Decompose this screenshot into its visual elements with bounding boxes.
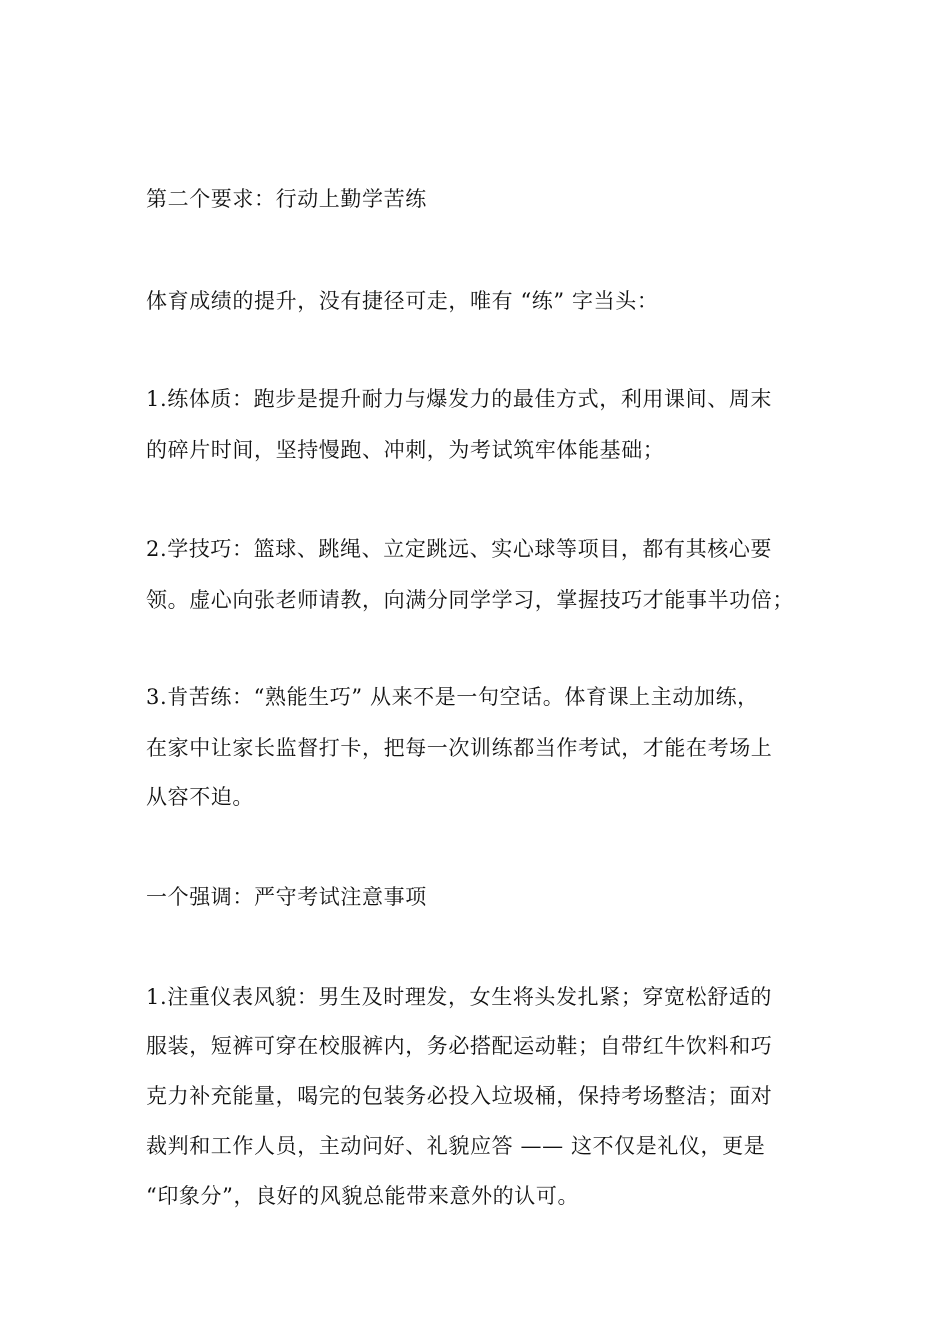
paragraph-line: 服装，短裤可穿在校服裤内，务必搭配运动鞋；自带红牛饮料和巧 <box>146 1034 773 1058</box>
paragraph-line: 从容不迫。 <box>146 785 254 809</box>
paragraph-line: 2.学技巧：篮球、跳绳、立定跳远、实心球等项目，都有其核心要 <box>146 537 773 561</box>
paragraph-line: 领。虚心向张老师请教，向满分同学学习，掌握技巧才能事半功倍； <box>146 588 794 612</box>
paragraph-line: 裁判和工作人员，主动问好、礼貌应答 —— 这不仅是礼仪，更是 <box>146 1134 766 1158</box>
paragraph-line: 在家中让家长监督打卡，把每一次训练都当作考试，才能在考场上 <box>146 736 773 760</box>
paragraph-line: 3.肯苦练：“熟能生巧” 从来不是一句空话。体育课上主动加练， <box>146 685 759 709</box>
paragraph-line: 1.练体质：跑步是提升耐力与爆发力的最佳方式，利用课间、周末 <box>146 387 773 411</box>
intro-paragraph: 体育成绩的提升，没有捷径可走，唯有 “练” 字当头： <box>146 289 659 313</box>
paragraph-line: 克力补充能量，喝完的包装务必投入垃圾桶，保持考场整洁；面对 <box>146 1084 773 1108</box>
paragraph-line: 的碎片时间，坚持慢跑、冲刺，为考试筑牢体能基础； <box>146 438 665 462</box>
section-heading-emphasis: 一个强调：严守考试注意事项 <box>146 885 427 909</box>
paragraph-line: 1.注重仪表风貌：男生及时理发，女生将头发扎紧；穿宽松舒适的 <box>146 985 773 1009</box>
section-heading-requirement: 第二个要求：行动上勤学苦练 <box>146 187 427 211</box>
paragraph-line: “印象分”，良好的风貌总能带来意外的认可。 <box>146 1184 580 1208</box>
